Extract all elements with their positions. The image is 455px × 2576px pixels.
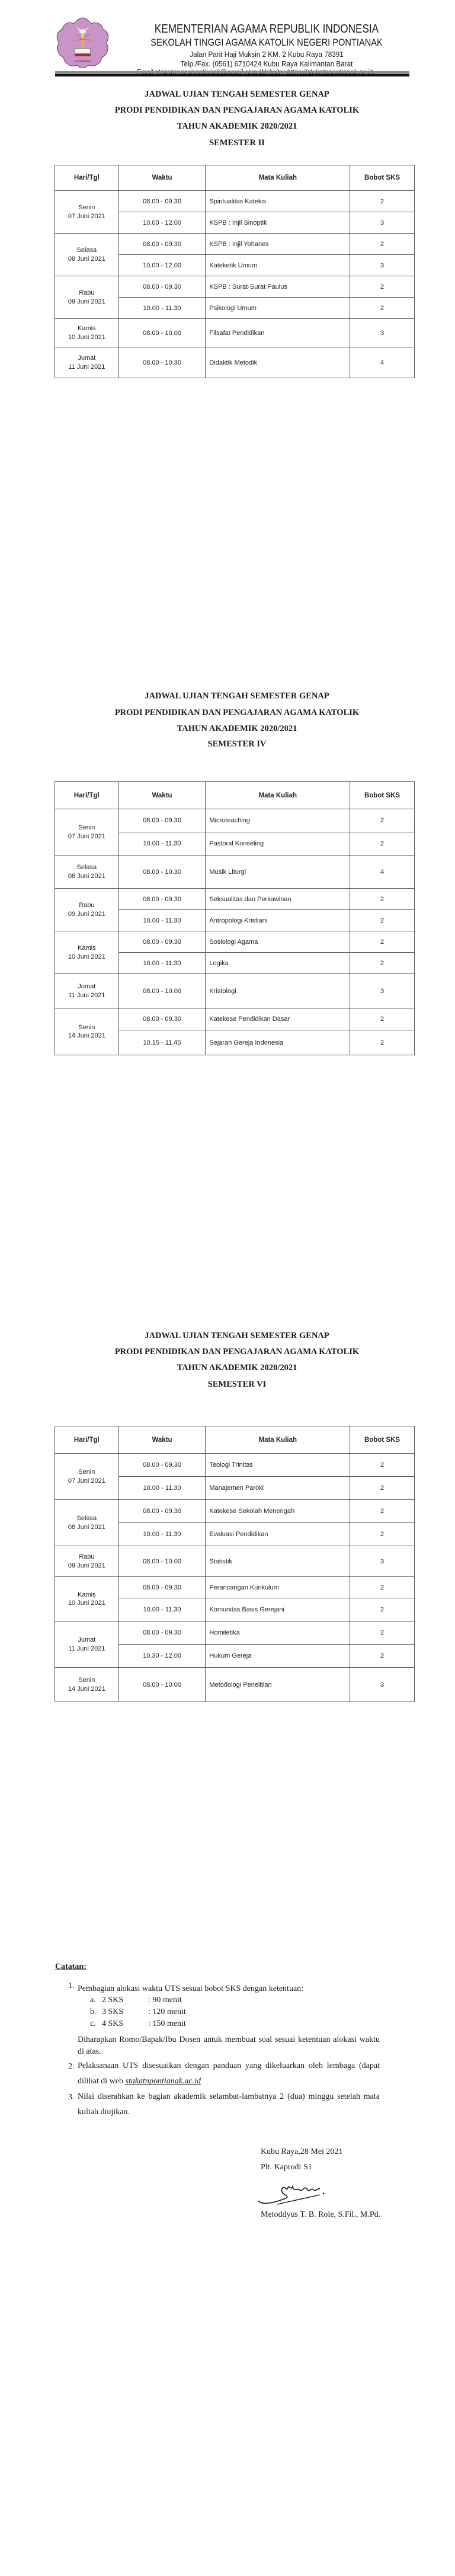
header-time: Waktu — [118, 782, 206, 809]
sks-cell: 2 — [350, 1477, 415, 1500]
time-cell: 10.00 - 11.30 — [118, 832, 206, 856]
letterhead — [0, 0, 455, 83]
sks-cell: 3 — [350, 212, 415, 234]
sks-cell: 2 — [350, 276, 415, 298]
header-course: Mata Kuliah — [206, 165, 350, 191]
sks-cell: 3 — [350, 255, 415, 276]
time-cell: 10.00 - 11.30 — [118, 1523, 206, 1546]
sks-cell: 2 — [350, 1523, 415, 1546]
header-day: Hari/Tgl — [55, 782, 119, 809]
time-cell: 08.00 - 09.30 — [118, 931, 206, 953]
sks-cell: 2 — [350, 931, 415, 953]
time-cell: 08.00 - 10.30 — [118, 856, 206, 889]
note-text: Diharapkan Romo/Bapak/Ibu Dosen untuk membuat soal sesuai ketentuan alokasi waktu di atas. — [78, 2035, 380, 2056]
note-number: 1. — [68, 1981, 75, 1990]
course-cell: Komunitas Basis Gerejani — [206, 1598, 350, 1621]
day-cell: Senin 07 Juni 2021 — [55, 809, 119, 856]
table-row — [55, 276, 415, 298]
day-cell: Senin 14 Juni 2021 — [55, 1008, 119, 1055]
header-sks: Bobot SKS — [350, 782, 415, 809]
table-row — [55, 347, 415, 378]
course-cell: Katekese Pendidikan Dasar — [206, 1008, 350, 1030]
table-row — [55, 1577, 415, 1598]
day-cell: Kamis 10 Juni 2021 — [55, 1577, 119, 1621]
course-cell: Evaluasi Pendidikan — [206, 1523, 350, 1546]
course-cell: Kristologi — [206, 974, 350, 1008]
time-cell: 08.00 - 09.30 — [118, 1621, 206, 1645]
sks-cell: 2 — [350, 1008, 415, 1030]
header-sks: Bobot SKS — [350, 1426, 415, 1454]
sks-cell: 2 — [350, 1645, 415, 1668]
course-cell: Musik Liturgi — [206, 856, 350, 889]
day-cell: Rabu 09 Juni 2021 — [55, 1546, 119, 1577]
letterhead-divider-thick — [55, 74, 409, 76]
time-cell: 08.00 - 09.30 — [118, 1008, 206, 1030]
section-year: TAHUN AKADEMIK 2020/2021 — [177, 1363, 297, 1372]
course-cell: Spiritualitas Katekis — [206, 191, 350, 212]
table-row — [55, 1668, 415, 1702]
day-cell: Jumat 11 Juni 2021 — [55, 1621, 119, 1668]
table-row — [55, 1454, 415, 1477]
time-cell: 08.00 - 09.30 — [118, 889, 206, 910]
table-header-row — [55, 1426, 415, 1454]
time-cell: 08.00 - 09.30 — [118, 1577, 206, 1598]
sks-cell: 2 — [350, 1577, 415, 1598]
course-cell: KSPB : Surat-Surat Paulus — [206, 276, 350, 298]
course-cell: Didaktik Metodik — [206, 347, 350, 378]
time-cell: 08.00 - 09.30 — [118, 234, 206, 255]
header-sks: Bobot SKS — [350, 165, 415, 191]
table-header-row — [55, 165, 415, 191]
time-cell: 10.00 - 11.30 — [118, 1477, 206, 1500]
course-cell: Hukum Gereja — [206, 1645, 350, 1668]
sks-cell: 3 — [350, 1668, 415, 1702]
course-cell: Homiletika — [206, 1621, 350, 1645]
note-number: 3. — [68, 2093, 75, 2102]
day-cell: Selasa 08 Juni 2021 — [55, 234, 119, 276]
day-cell: Jumat 11 Juni 2021 — [55, 347, 119, 378]
time-cell: 08.00 - 10.00 — [118, 974, 206, 1008]
time-cell: 08.00 - 09.30 — [118, 276, 206, 298]
sks-cell: 2 — [350, 1621, 415, 1645]
section-title: JADWAL UJIAN TENGAH SEMESTER GENAP — [145, 691, 329, 701]
sks-rule: a. 2 SKS : 90 menit — [90, 1996, 182, 2004]
time-cell: 08.00 - 10.00 — [118, 1668, 206, 1702]
time-cell: 10.00 - 11.30 — [118, 910, 206, 931]
sks-cell: 4 — [350, 856, 415, 889]
table-row — [55, 1008, 415, 1030]
course-cell: Sejarah Gereja Indonesia — [206, 1030, 350, 1055]
time-cell: 08.00 - 09.30 — [118, 1500, 206, 1523]
sks-cell: 4 — [350, 347, 415, 378]
note-text: Pelaksanaan UTS disesuaikan dengan panduan yang dikeluarkan oleh lembaga (dapat dilihat di web stakatnpontianak.ac.id — [78, 2061, 380, 2086]
day-cell: Jumat 11 Juni 2021 — [55, 974, 119, 1008]
signer-position: Plt. Kaprodi S1 — [261, 2163, 312, 2172]
sks-cell: 2 — [350, 832, 415, 856]
institution-name: SEKOLAH TINGGI AGAMA KATOLIK NEGERI PONTIANAK — [150, 37, 383, 48]
table-row — [55, 931, 415, 953]
section-semester: SEMESTER VI — [207, 1380, 267, 1389]
day-cell: Rabu 09 Juni 2021 — [55, 889, 119, 931]
website-link[interactable]: stakatnpontianak.ac.id — [125, 2077, 201, 2086]
course-cell: Manajemen Paroki — [206, 1477, 350, 1500]
day-cell: Kamis 10 Juni 2021 — [55, 931, 119, 974]
notes-title: Catatan: — [55, 1962, 86, 1971]
day-cell: Rabu 09 Juni 2021 — [55, 276, 119, 319]
sks-cell: 2 — [350, 953, 415, 974]
table-row — [55, 319, 415, 347]
section-title: JADWAL UJIAN TENGAH SEMESTER GENAP — [145, 90, 329, 99]
time-cell: 10.00 - 12.00 — [118, 212, 206, 234]
section-program: PRODI PENDIDIKAN DAN PENGAJARAN AGAMA KATOLIK — [114, 1347, 360, 1356]
schedule-table — [55, 1426, 415, 1702]
course-cell: Filsafat Pendidikan — [206, 319, 350, 347]
sks-cell: 2 — [350, 191, 415, 212]
sks-cell: 2 — [350, 910, 415, 931]
svg-text:PONTIANAK: PONTIANAK — [74, 60, 91, 63]
table-row — [55, 974, 415, 1008]
section-year: TAHUN AKADEMIK 2020/2021 — [177, 122, 297, 131]
sks-cell: 2 — [350, 889, 415, 910]
time-cell: 08.00 - 10.00 — [118, 319, 206, 347]
address: Jalan Parit Haji Muksin 2 KM. 2 Kubu Raya 78391 — [190, 50, 344, 59]
schedule-table — [55, 165, 415, 378]
header-time: Waktu — [118, 165, 206, 191]
sks-cell: 3 — [350, 974, 415, 1008]
course-cell: Sosiologi Agama — [206, 931, 350, 953]
table-row — [55, 1621, 415, 1645]
time-cell: 10.00 - 11.30 — [118, 1598, 206, 1621]
time-cell: 08.00 - 09.30 — [118, 1454, 206, 1477]
course-cell: Logika — [206, 953, 350, 974]
section-title: JADWAL UJIAN TENGAH SEMESTER GENAP — [145, 1331, 329, 1340]
table-row — [55, 889, 415, 910]
course-cell: KSPB : Injil Yohanes — [206, 234, 350, 255]
table-row — [55, 191, 415, 212]
course-cell: Kateketik Umum — [206, 255, 350, 276]
course-cell: Perancangan Kurikulum — [206, 1577, 350, 1598]
sks-cell: 2 — [350, 1598, 415, 1621]
section-semester: SEMESTER IV — [207, 739, 267, 749]
sks-cell: 2 — [350, 1500, 415, 1523]
sks-cell: 2 — [350, 298, 415, 319]
day-cell: Selasa 08 Juni 2021 — [55, 1500, 119, 1546]
table-header-row — [55, 782, 415, 809]
sks-cell: 2 — [350, 809, 415, 832]
section-year: TAHUN AKADEMIK 2020/2021 — [177, 724, 297, 733]
place-date: Kubu Raya,28 Mei 2021 — [261, 2147, 343, 2156]
header-day: Hari/Tgl — [55, 1426, 119, 1454]
sks-cell: 2 — [350, 1454, 415, 1477]
course-cell: Metodologi Penelitian — [206, 1668, 350, 1702]
table-row — [55, 1546, 415, 1577]
course-cell: Microteaching — [206, 809, 350, 832]
course-cell: Pastoral Konseling — [206, 832, 350, 856]
section-program: PRODI PENDIDIKAN DAN PENGAJARAN AGAMA KATOLIK — [114, 106, 360, 115]
letterhead-divider-thin — [55, 71, 409, 73]
time-cell: 08.00 - 10.30 — [118, 347, 206, 378]
note-number: 2. — [68, 2062, 75, 2071]
sks-cell: 3 — [350, 1546, 415, 1577]
phone: Telp./Fax. (0561) 6710424 Kubu Raya Kalimantan Barat — [180, 59, 353, 68]
day-cell: Senin 07 Juni 2021 — [55, 191, 119, 234]
course-cell: Statistik — [206, 1546, 350, 1577]
sks-rule: c. 4 SKS : 150 menit — [90, 2019, 186, 2028]
sks-cell: 3 — [350, 319, 415, 347]
schedule-table — [55, 781, 415, 1055]
header-course: Mata Kuliah — [206, 782, 350, 809]
time-cell: 10.15 - 11.45 — [118, 1030, 206, 1055]
table-row — [55, 234, 415, 255]
time-cell: 10.30 - 12.00 — [118, 1645, 206, 1668]
day-cell: Selasa 08 Juni 2021 — [55, 856, 119, 889]
note-text: Pembagian alokasi waktu UTS sesuai bobot SKS dengan ketentuan: — [78, 1984, 304, 1993]
course-cell: KSPB : Injil Sinoptik — [206, 212, 350, 234]
course-cell: Psikologi Umum — [206, 298, 350, 319]
sks-cell: 2 — [350, 234, 415, 255]
sks-rule: b. 3 SKS : 120 menit — [90, 2007, 186, 2016]
table-row — [55, 809, 415, 832]
table-row — [55, 1500, 415, 1523]
course-cell: Antropologi Kristiani — [206, 910, 350, 931]
header-day: Hari/Tgl — [55, 165, 119, 191]
time-cell: 08.00 - 09.30 — [118, 191, 206, 212]
ministry-name: KEMENTERIAN AGAMA REPUBLIK INDONESIA — [154, 23, 379, 36]
signer-name: Metoddyus T. B. Role, S.Fil., M.Pd. — [261, 2210, 381, 2219]
section-program: PRODI PENDIDIKAN DAN PENGAJARAN AGAMA KATOLIK — [114, 708, 360, 717]
time-cell: 08.00 - 10.00 — [118, 1546, 206, 1577]
time-cell: 10.00 - 11.30 — [118, 953, 206, 974]
day-cell: Senin 07 Juni 2021 — [55, 1454, 119, 1500]
header-course: Mata Kuliah — [206, 1426, 350, 1454]
course-cell: Teologi Trinitas — [206, 1454, 350, 1477]
table-row — [55, 856, 415, 889]
time-cell: 10.00 - 11.30 — [118, 298, 206, 319]
sks-cell: 2 — [350, 1030, 415, 1055]
course-cell: Seksualitas dan Perkawinan — [206, 889, 350, 910]
signature-icon — [256, 2179, 345, 2209]
time-cell: 10.00 - 12.00 — [118, 255, 206, 276]
course-cell: Katekese Sekolah Menengah — [206, 1500, 350, 1523]
note-text: Nilai diserahkan ke bagian akademik selambat-lambatnya 2 (dua) minggu setelah mata kuliah diujikan. — [78, 2092, 380, 2117]
section-semester: SEMESTER II — [209, 138, 265, 148]
header-time: Waktu — [118, 1426, 206, 1454]
time-cell: 08.00 - 09.30 — [118, 809, 206, 832]
day-cell: Kamis 10 Juni 2021 — [55, 319, 119, 347]
day-cell: Senin 14 Juni 2021 — [55, 1668, 119, 1702]
